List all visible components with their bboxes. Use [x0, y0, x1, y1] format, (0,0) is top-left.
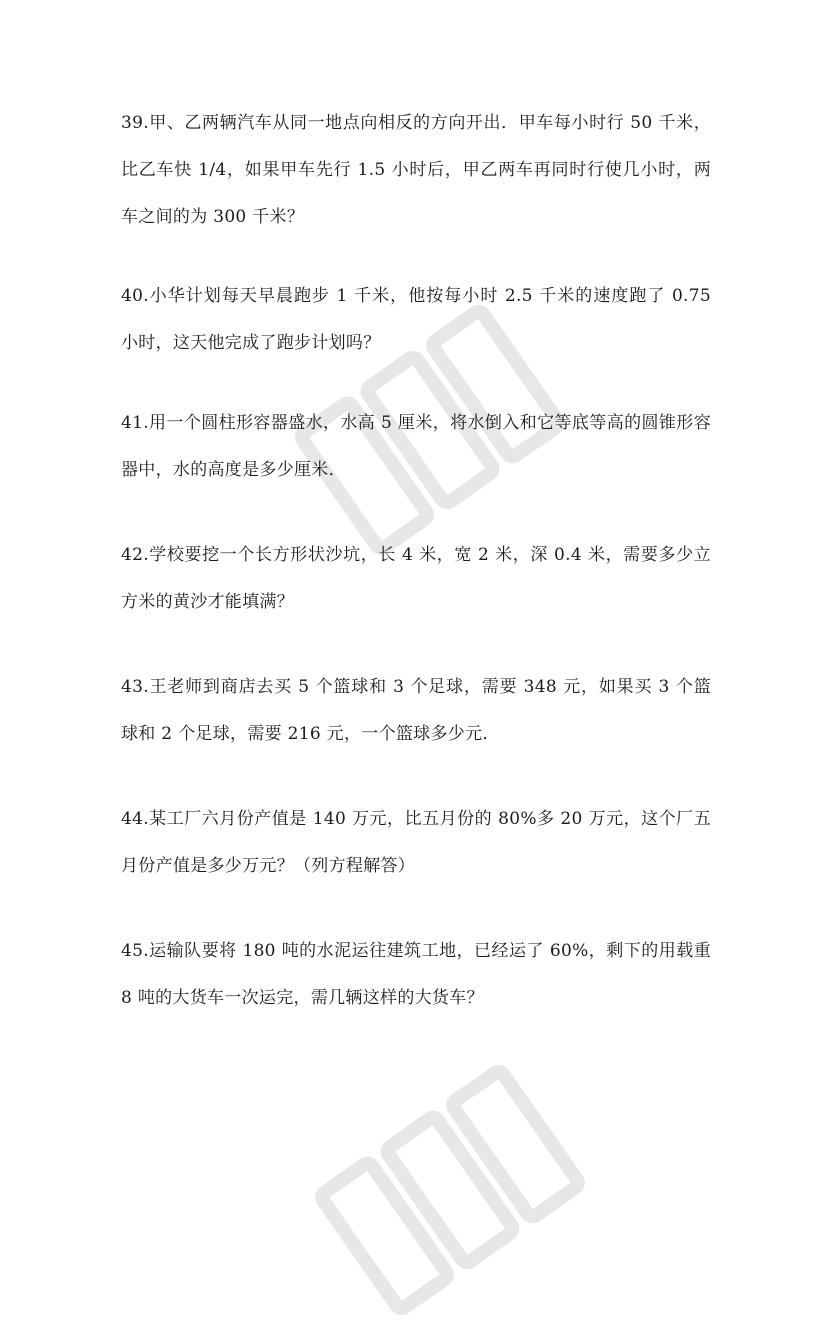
question-44: 44.某工厂六月份产值是 140 万元，比五月份的 80%多 20 万元，这个厂五月份产值是多少万元？（列方程解答）	[121, 809, 711, 876]
question-42: 42.学校要挖一个长方形状沙坑，长 4 米，宽 2 米，深 0.4 米，需要多少立方米的黄沙才能填满？	[121, 545, 711, 612]
question-40: 40.小华计划每天早晨跑步 1 千米，他按每小时 2.5 千米的速度跑了 0.75 小时，这天他完成了跑步计划吗？	[121, 286, 711, 353]
question-45: 45.运输队要将 180 吨的水泥运往建筑工地，已经运了 60%，剩下的用载重 8 吨的大货车一次运完，需几辆这样的大货车？	[121, 941, 711, 1008]
question-43: 43.王老师到商店去买 5 个篮球和 3 个足球，需要 348 元，如果买 3 个篮球和 2 个足球，需要 216 元，一个篮球多少元．	[121, 677, 711, 744]
question-41: 41.用一个圆柱形容器盛水，水高 5 厘米，将水倒入和它等底等高的圆锥形容器中，水的高度是多少厘米．	[121, 413, 711, 480]
question-39: 39.甲、乙两辆汽车从同一地点向相反的方向开出．甲车每小时行 50 千米，比乙车快 1/4，如果甲车先行 1.5 小时后，甲乙两车再同时行使几小时，两车之间的为 300 千米？	[121, 113, 711, 227]
